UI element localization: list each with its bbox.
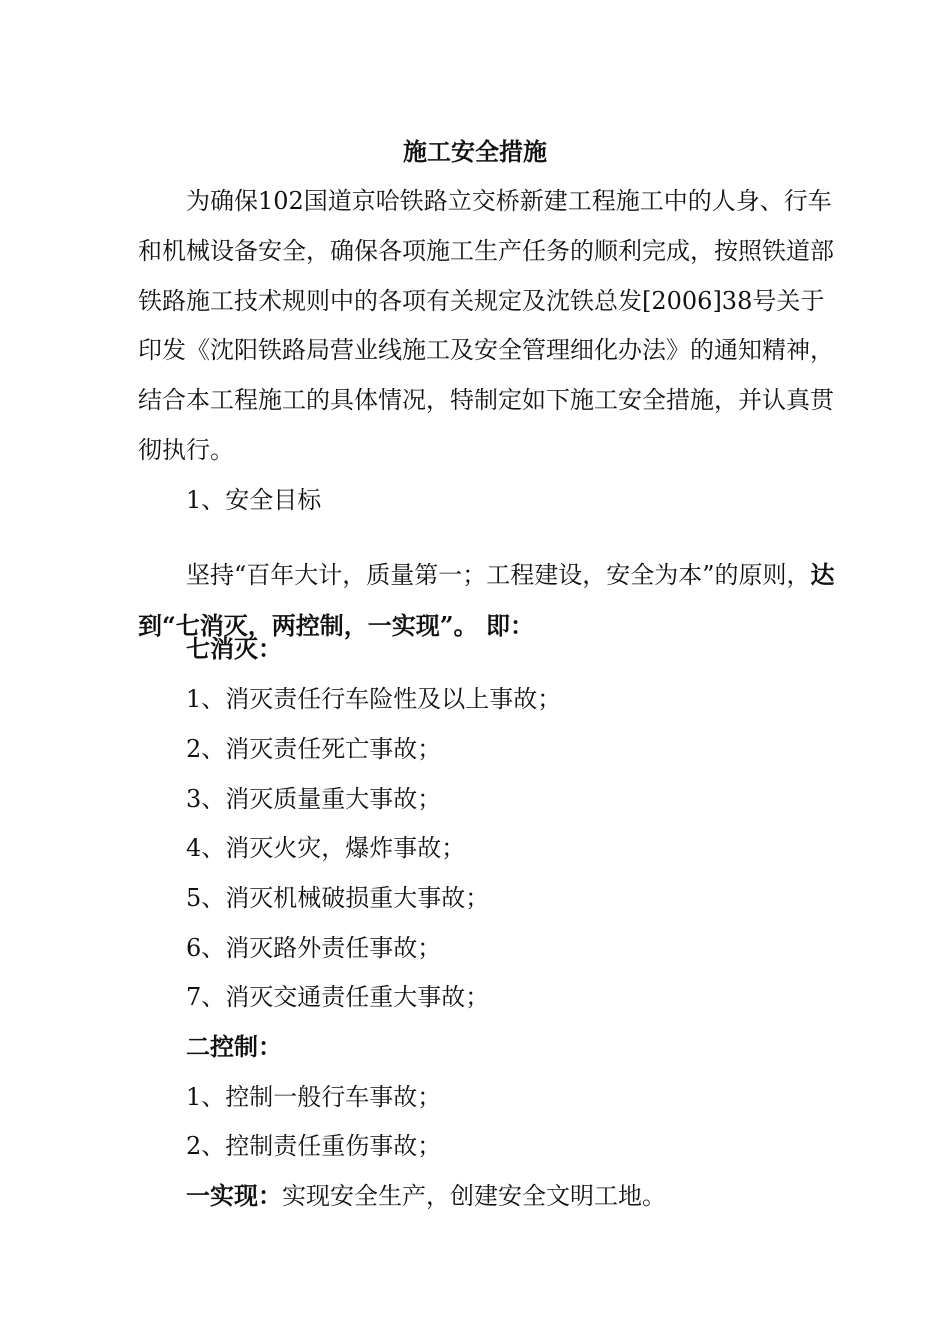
goal-paragraph-bold-text: 达到“七消灭，两控制，一实现”。 即： <box>138 560 835 640</box>
section-heading-safety-goal: 1、安全目标 <box>186 486 322 514</box>
goal-paragraph-text: 坚持“百年大计，质量第一；工程建设，安全为本”的原则， <box>186 561 811 589</box>
seven-eliminations-heading: 七消灭： <box>186 634 282 663</box>
list-item: 1、消灭责任行车险性及以上事故； <box>186 685 562 713</box>
list-item: 7、消灭交通责任重大事故； <box>186 983 490 1011</box>
list-item: 1、控制一般行车事故； <box>186 1083 442 1111</box>
list-item: 2、控制责任重伤事故； <box>186 1132 442 1160</box>
list-item: 3、消灭质量重大事故； <box>186 785 442 813</box>
one-realization-label: 一实现： <box>186 1181 282 1210</box>
list-item: 4、消灭火灾，爆炸事故； <box>186 834 466 862</box>
list-item: 5、消灭机械破损重大事故； <box>186 884 490 912</box>
list-item: 6、消灭路外责任事故； <box>186 934 442 962</box>
one-realization-text: 实现安全生产，创建安全文明工地。 <box>282 1182 666 1210</box>
one-realization-line <box>186 1178 666 1214</box>
intro-paragraph: 为确保102国道京哈铁路立交桥新建工程施工中的人身、行车和机械设备安全，确保各项施工生产任务的顺利完成，按照铁道部铁路施工技术规则中的各项有关规定及沈铁总发[2006]38号关于印发《沈阳铁路局营业线施工及安全管理细化办法》的通知精神，结合本工程施工的具体情况，特制定如下施工安全措施，并认真贯彻执行。 <box>138 187 834 464</box>
document-title: 施工安全措施 <box>403 137 547 166</box>
list-item: 2、消灭责任死亡事故； <box>186 735 442 763</box>
two-controls-heading: 二控制： <box>186 1032 282 1061</box>
